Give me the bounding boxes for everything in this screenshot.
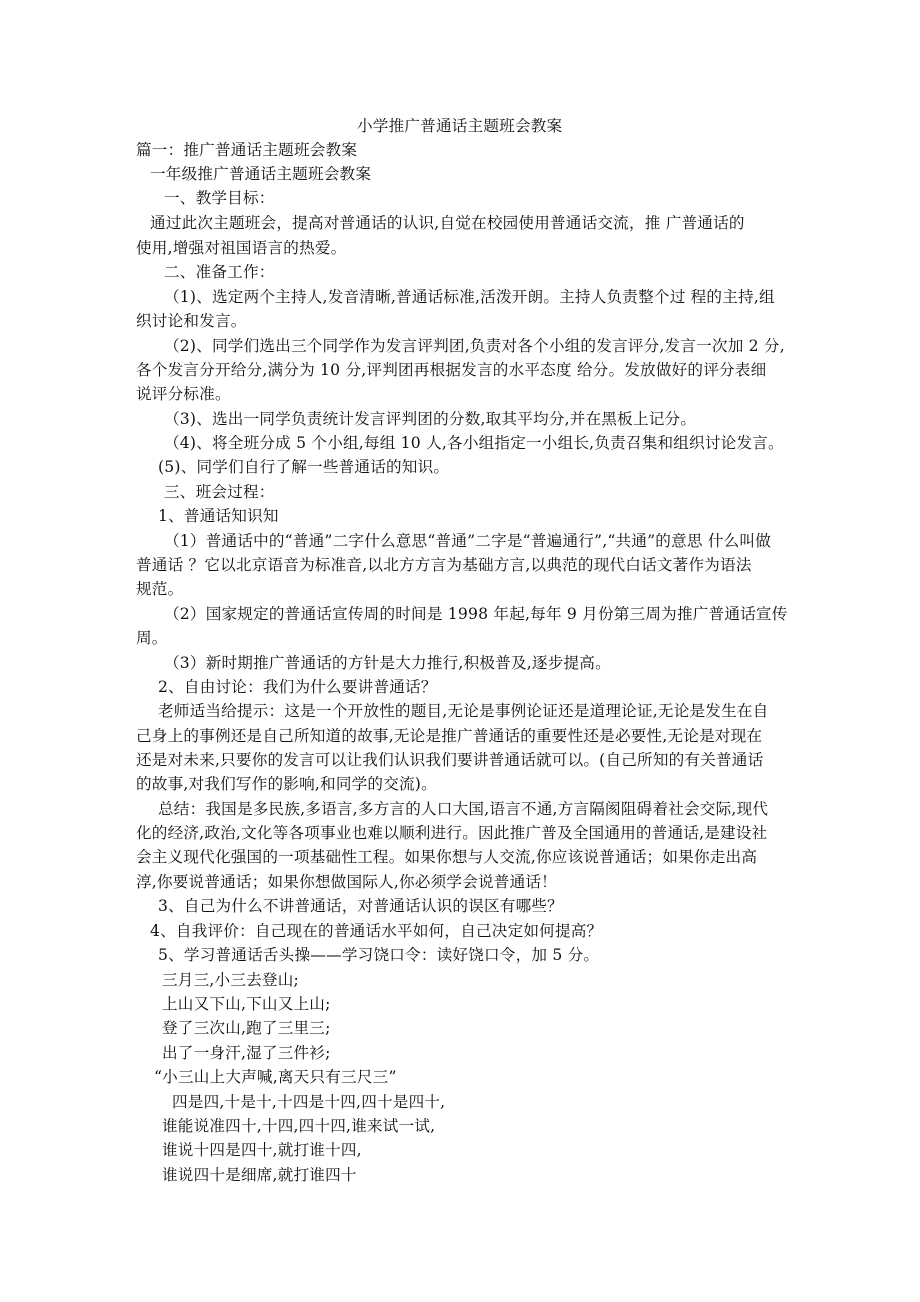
tongue-twister-line: “小三山上大声喊,离天只有三尺三” <box>154 1068 397 1086</box>
paragraph-line: 化的经济,政治,文化等各项事业也难以顺利进行。因此推广普及全国通用的普通话,是建设社 <box>136 824 768 842</box>
paragraph-line: （4)、将全班分成 5 个小组,每组 10 人,各小组指定一小组长,负责召集和组织讨论发言。 <box>164 434 784 452</box>
paragraph-line: 还是对未来,只要你的发言可以让我们认识我们要讲普通话就可以。(自己所知的有关普通话 <box>136 751 764 769</box>
subsection-heading: 一年级推广普通话主题班会教案 <box>150 165 372 183</box>
tongue-twister-line: 三月三,小三去登山; <box>162 971 299 989</box>
tongue-twister-line: 四是四,十是十,十四是十四,四十是四十, <box>172 1093 446 1111</box>
paragraph-line: （1)、选定两个主持人,发音清晰,普通话标准,活泼开朗。主持人负责整个过 程的主持,组 <box>164 288 775 306</box>
tongue-twister-line: 谁说四十是细席,就打谁四十 <box>162 1166 357 1184</box>
document-title: 小学推广普通话主题班会教案 <box>357 117 563 135</box>
heading-preparation: 二、准备工作： <box>164 263 275 281</box>
paragraph-line: 使用,增强对祖国语言的热爱。 <box>136 239 347 257</box>
tongue-twister-line: 登了三次山,跑了三里三; <box>162 1019 331 1037</box>
tongue-twister-line: 上山又下山,下山又上山; <box>162 995 331 1013</box>
paragraph-line: 会主义现代化强国的一项基础性工程。如果你想与人交流,你应该说普通话；如果你走出高 <box>136 848 758 866</box>
paragraph-line: （3)、选出一同学负责统计发言评判团的分数,取其平均分,并在黑板上记分。 <box>164 410 697 428</box>
tongue-twister-line: 谁能说准四十,十四,四十四,谁来试一试, <box>162 1117 436 1135</box>
paragraph-line: （2)、同学们选出三个同学作为发言评判团,负责对各个小组的发言评分,发言一次加 2 分, <box>164 337 785 355</box>
item-heading: 5、学习普通话舌头操——学习饶口令：读好饶口令，加 5 分。 <box>158 946 600 964</box>
paragraph-line: 淳,你要说普通话；如果你想做国际人,你必须学会说普通话！ <box>136 873 557 891</box>
tongue-twister-line: 出了一身汗,湿了三件衫; <box>162 1044 331 1062</box>
paragraph-line: （2）国家规定的普通话宣传周的时间是 1998 年起,每年 9 月份第三周为推广普通话宣传 <box>164 605 788 623</box>
tongue-twister-line: 谁说十四是四十,就打谁十四, <box>162 1141 362 1159</box>
paragraph-line: （3）新时期推广普通话的方针是大力推行,积极普及,逐步提高。 <box>164 654 611 672</box>
paragraph-line: 通过此次主题班会，提高对普通话的认识,自觉在校园使用普通话交流，推 广普通话的 <box>150 214 745 232</box>
paragraph-line: 周。 <box>136 629 168 647</box>
paragraph-line: (5)、同学们自行了解一些普通话的知识。 <box>158 458 450 476</box>
paragraph-line: 规范。 <box>136 580 184 598</box>
heading-process: 三、班会过程： <box>164 483 275 501</box>
paragraph-line: 总结：我国是多民族,多语言,多方言的人口大国,语言不通,方言隔阂阻碍着社会交际,现代 <box>158 800 769 818</box>
item-heading: 3、自己为什么不讲普通话，对普通话认识的误区有哪些？ <box>158 897 563 915</box>
item-heading: 1、普通话知识知 <box>158 507 279 525</box>
paragraph-line: 普通话 ？它以北京语音为标准音,以北方方言为基础方言,以典范的现代白话文著作为语法 <box>136 556 752 574</box>
paragraph-line: 老师适当给提示：这是一个开放性的题目,无论是事例论证还是道理论证,无论是发生在自 <box>158 702 769 720</box>
heading-objectives: 一、教学目标： <box>164 189 275 207</box>
item-heading: 2、自由讨论：我们为什么要讲普通话？ <box>158 678 437 696</box>
paragraph-line: 说评分标准。 <box>136 385 231 403</box>
paragraph-line: 织讨论和发言。 <box>136 312 247 330</box>
paragraph-line: 各个发言分开给分,满分为 10 分,评判团再根据发言的水平态度 给分。发放做好的评分表细 <box>136 361 767 379</box>
section-heading: 篇一：推广普通话主题班会教案 <box>136 141 358 159</box>
item-heading: 4、自我评价：自己现在的普通话水平如何，自己决定如何提高？ <box>150 922 603 940</box>
paragraph-line: 的故事,对我们写作的影响,和同学的交流)。 <box>136 775 437 793</box>
paragraph-line: （1）普通话中的“普通”二字什么意思“普通”二字是“普遍通行”,“共通”的意思 什么叫做 <box>164 532 772 550</box>
paragraph-line: 己身上的事例还是自己所知道的故事,无论是推广普通话的重要性还是必要性,无论是对现在 <box>136 727 763 745</box>
